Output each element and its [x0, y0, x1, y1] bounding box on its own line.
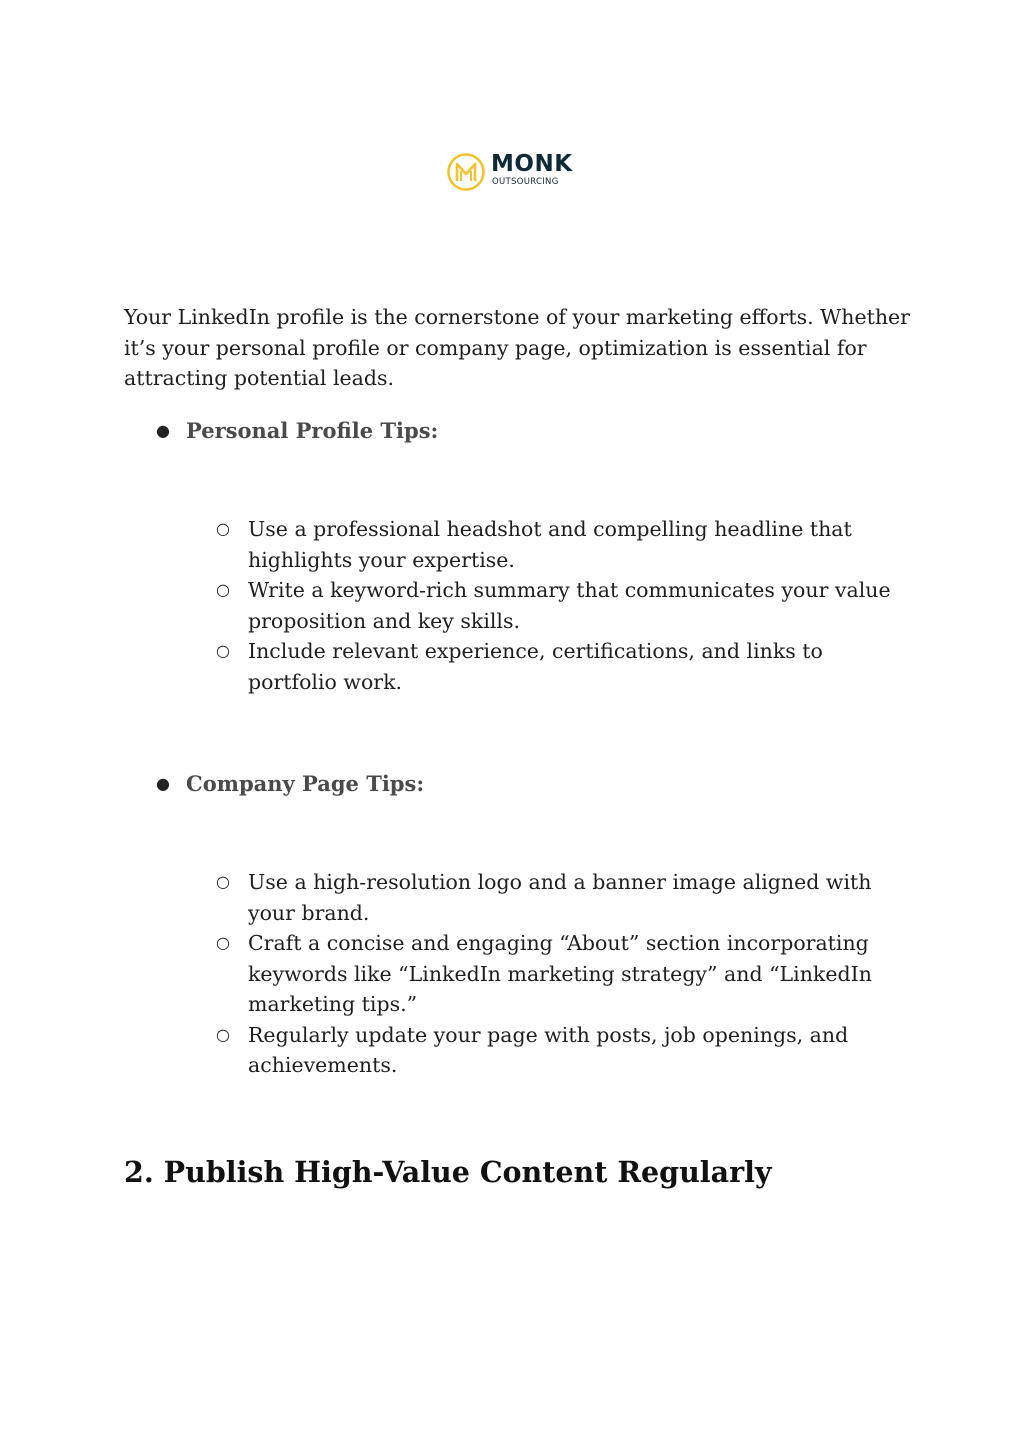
hollow-bullet-icon: ○ [216, 519, 230, 538]
personal-profile-tips-list [216, 514, 906, 697]
logo-wordmark: MONK [491, 151, 573, 177]
list-item-text: Use a professional headshot and compelling headline that highlights your expertise. [248, 517, 852, 572]
list-item [216, 928, 906, 1020]
company-page-tips-list [216, 867, 906, 1081]
logo-subtitle: OUTSOURCING [492, 177, 559, 187]
list-item-text: Craft a concise and engaging “About” section incorporating keywords like “LinkedIn marketing strategy” and “LinkedIn marketing tips.” [248, 931, 872, 1016]
list-item-text: Include relevant experience, certifications, and links to portfolio work. [248, 639, 823, 694]
hollow-bullet-icon: ○ [216, 933, 230, 952]
bullet-icon: ● [156, 774, 170, 793]
company-page-heading [156, 769, 424, 799]
hollow-bullet-icon: ○ [216, 641, 230, 660]
list-item-text: Use a high-resolution logo and a banner image aligned with your brand. [248, 870, 872, 925]
list-item [216, 514, 906, 575]
intro-paragraph: Your LinkedIn profile is the cornerstone of your marketing efforts. Whether it’s your personal profile or company page, optimization is essential for attracting potential leads. [124, 305, 910, 390]
list-item-text: Write a keyword-rich summary that communicates your value proposition and key skills. [248, 578, 891, 633]
list-item [216, 1020, 906, 1081]
monk-m-circle-icon [446, 152, 486, 192]
section-heading-text: Company Page Tips: [186, 771, 425, 796]
hollow-bullet-icon: ○ [216, 872, 230, 891]
list-item [216, 867, 906, 928]
personal-profile-heading [156, 416, 438, 446]
hollow-bullet-icon: ○ [216, 1024, 230, 1044]
hollow-bullet-icon: ○ [216, 580, 230, 599]
list-item-text: Regularly update your page with posts, job openings, and achievements. [248, 1022, 849, 1077]
bullet-icon: ● [156, 421, 170, 440]
brand-logo [446, 150, 576, 194]
list-item [216, 575, 906, 636]
section-title: 2. Publish High-Value Content Regularly [124, 1155, 772, 1189]
list-item [216, 636, 906, 697]
section-heading-text: Personal Profile Tips: [186, 418, 439, 443]
